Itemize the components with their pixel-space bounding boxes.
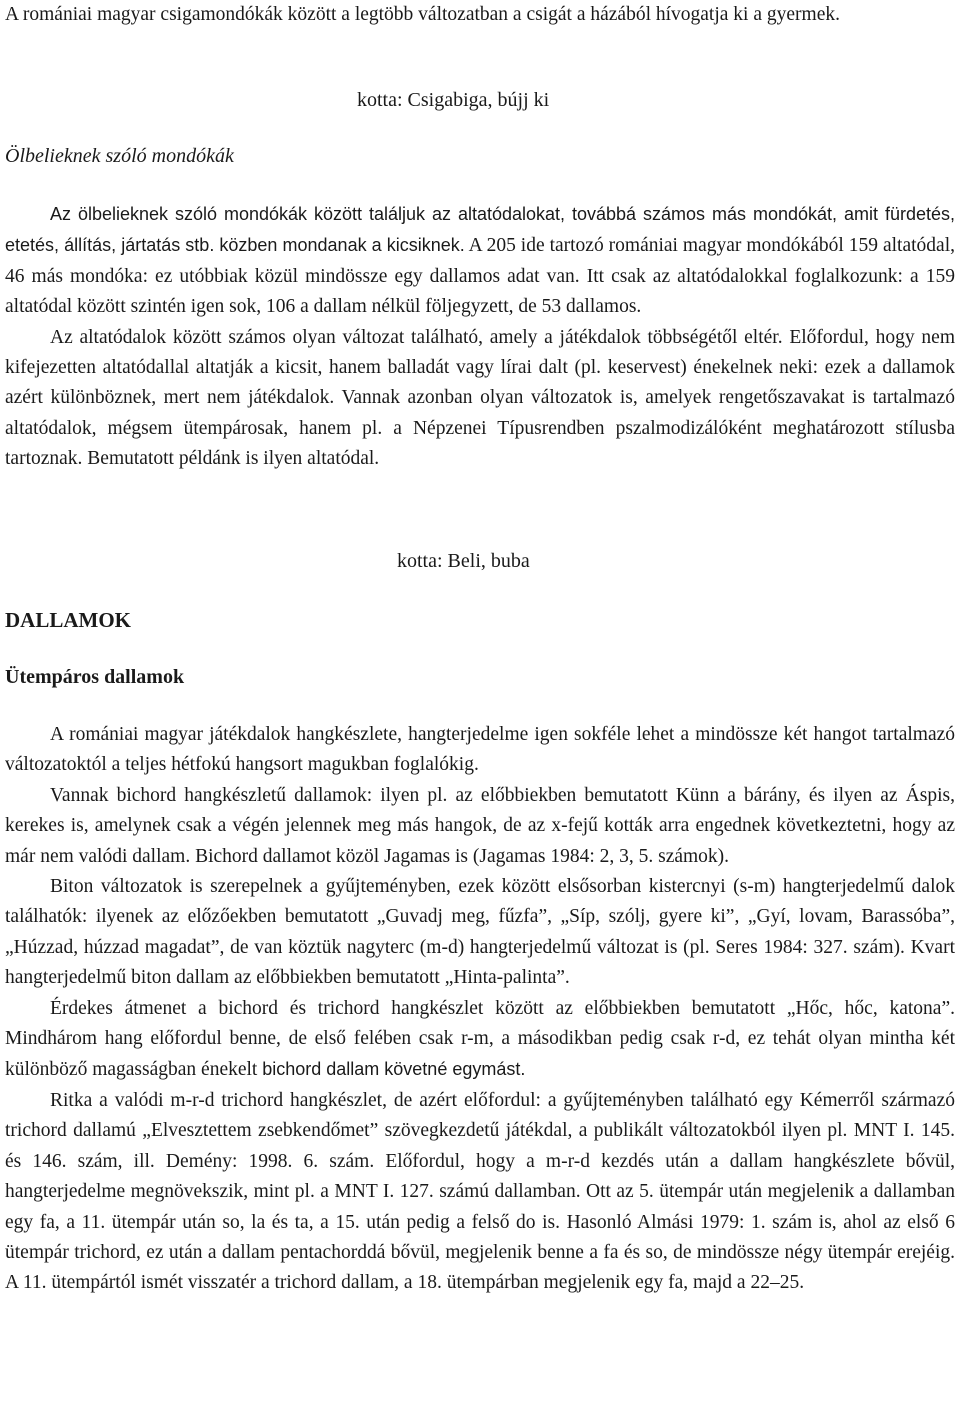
body-paragraph-5: Ritka a valódi m-r-d trichord hangkészlet, de azért előfordul: a gyűjteményben található egy Kémerről származó trichord dallamú „Elvesztettem zsebkendőmet” szövegkezdetű játékdal, a publikált változatokból ilyen pl. MNT I. 145. és 146. szám, ill. Demény: 1998. 6. szám. Előfordul, hogy a m-r-d kezdés után a dallam hangkészlete bővül, hangterjedelme megnövekszik, mint pl. a MNT I. 127. számú dallamban. Ott az 5. ütempár után megjelenik a dallamban egy fa, a 11. ütempár után so, la és ta, a 15. után pedig a felső do is. Hasonló Almási 1979: 1. szám is, ahol az első 6 ütempár trichord, ez után a dallam pentachorddá bővül, megjelenik benne a fa és so, de mindössze négy ütempár erejéig. A 11. ütempártól ismét visszatér a trichord dallam, a 18. ütempárban megjelenik egy fa, majd a 22–25. <box>5 1089 955 1294</box>
section-title-olbeli: Ölbelieknek szóló mondókák <box>5 145 234 167</box>
olbeli-paragraph-2: Az altatódalok között számos olyan változat található, amely a játékdalok többségétől eltér. Előfordul, hogy nem kifejezetten altatódallal altatják a kicsit, hanem balladát vagy lírai dalt (pl. keservest) énekelnek neki: ezek a dallamok azért különböznek, mert nem játékdalok. Vannak azonban olyan változatok is, amelyek rengetőszavakat is tartalmazó altatódalok, mégsem ütempárosak, hanem pl. a Népzenei Típusrendben pszalmodizálóként meghatározott stílusba tartoznak. Bemutatott példánk is ilyen altatódal. <box>5 326 955 470</box>
olbeli-section-body <box>5 199 955 475</box>
heading-dallamok: DALLAMOK <box>5 608 131 632</box>
olbeli-paragraph-1-sentence-2: A 205 ide tartozó romániai magyar mondókából 159 altatódal, 46 más mondóka: ez utóbbiak közül mindössze egy dallamos adat van. <box>5 235 955 287</box>
olbeli-paragraph-1 <box>5 199 955 323</box>
body-paragraph-4-main: Érdekes átmenet a bichord és trichord hangkészlet között az előbbiekben bemutatott „Hőc, hőc, katona”. Mindhárom hang előfordul benne, de első felében csak r-m, a másodikban pedig csak r-d, ez tehát olyan mintha két különböző magasságban énekelt <box>5 997 955 1081</box>
heading-utempáros-dallamok: Ütempáros dallamok <box>5 666 185 688</box>
body-paragraph-1: A romániai magyar játékdalok hangkészlete, hangterjedelme igen sokféle lehet a mindössze két hangot tartalmazó változatoktól a teljes hétfokú hangsort magukban foglalókig. <box>5 724 955 776</box>
body-paragraph-2: Vannak bichord hangkészletű dallamok: ilyen pl. az előbbiekben bemutatott Künn a bárány, és ilyen az Áspis, kerekes is, amelynek csak a végén jelennek meg más hangok, de az x-fejű kották arra engednek következtetni, hogy az már nem valódi dallam. Bichord dallamot közöl Jagamas is (Jagamas 1984: 2, 3, 5. számok). <box>5 784 955 867</box>
body-paragraph-3: Biton változatok is szerepelnek a gyűjteményben, ezek között elsősorban kistercnyi (s-m) hangterjedelmű dalok találhatók: ilyenek az előzőekben bemutatott „Guvadj meg, fűzfa”, „Síp, szólj, gyere ki”, „Gyí, lovam, Barassóba”, „Húzzad, húzzad magadat”, de van köztük nagyterc (m-d) hangterjedelmű változat is (pl. Seres 1984: 327. szám). Kvart hangterjedelmű biton dallam az előbbiekben bemutatott „Hinta-palinta”. <box>5 876 955 989</box>
dallamok-section-body <box>5 720 955 1299</box>
olbeli-paragraph-1-sentence-1: Az ölbelieknek szóló mondókák között találjuk az altatódalokat, továbbá számos más mondókát, amit fürdetés, etetés, állítás, jártatás stb. közben mondanak a kicsiknek. <box>5 204 955 256</box>
body-paragraph-4 <box>5 994 955 1086</box>
body-paragraph-4-end: bichord dallam követné egymást. <box>262 1059 526 1080</box>
intro-paragraph: A romániai magyar csigamondókák között a legtöbb változatban a csigát a házából hívogatja ki a gyermek. <box>5 4 840 25</box>
score-reference-beli-buba: kotta: Beli, buba <box>397 550 530 572</box>
score-reference-csigabiga: kotta: Csigabiga, bújj ki <box>357 89 550 111</box>
olbeli-paragraph-1-sentence-3: Itt csak az altatódalokkal foglalkozunk: a 159 altatódal között szintén igen sok, 106 a dallam nélkül följegyzett, de 53 dallamos. <box>5 265 955 318</box>
